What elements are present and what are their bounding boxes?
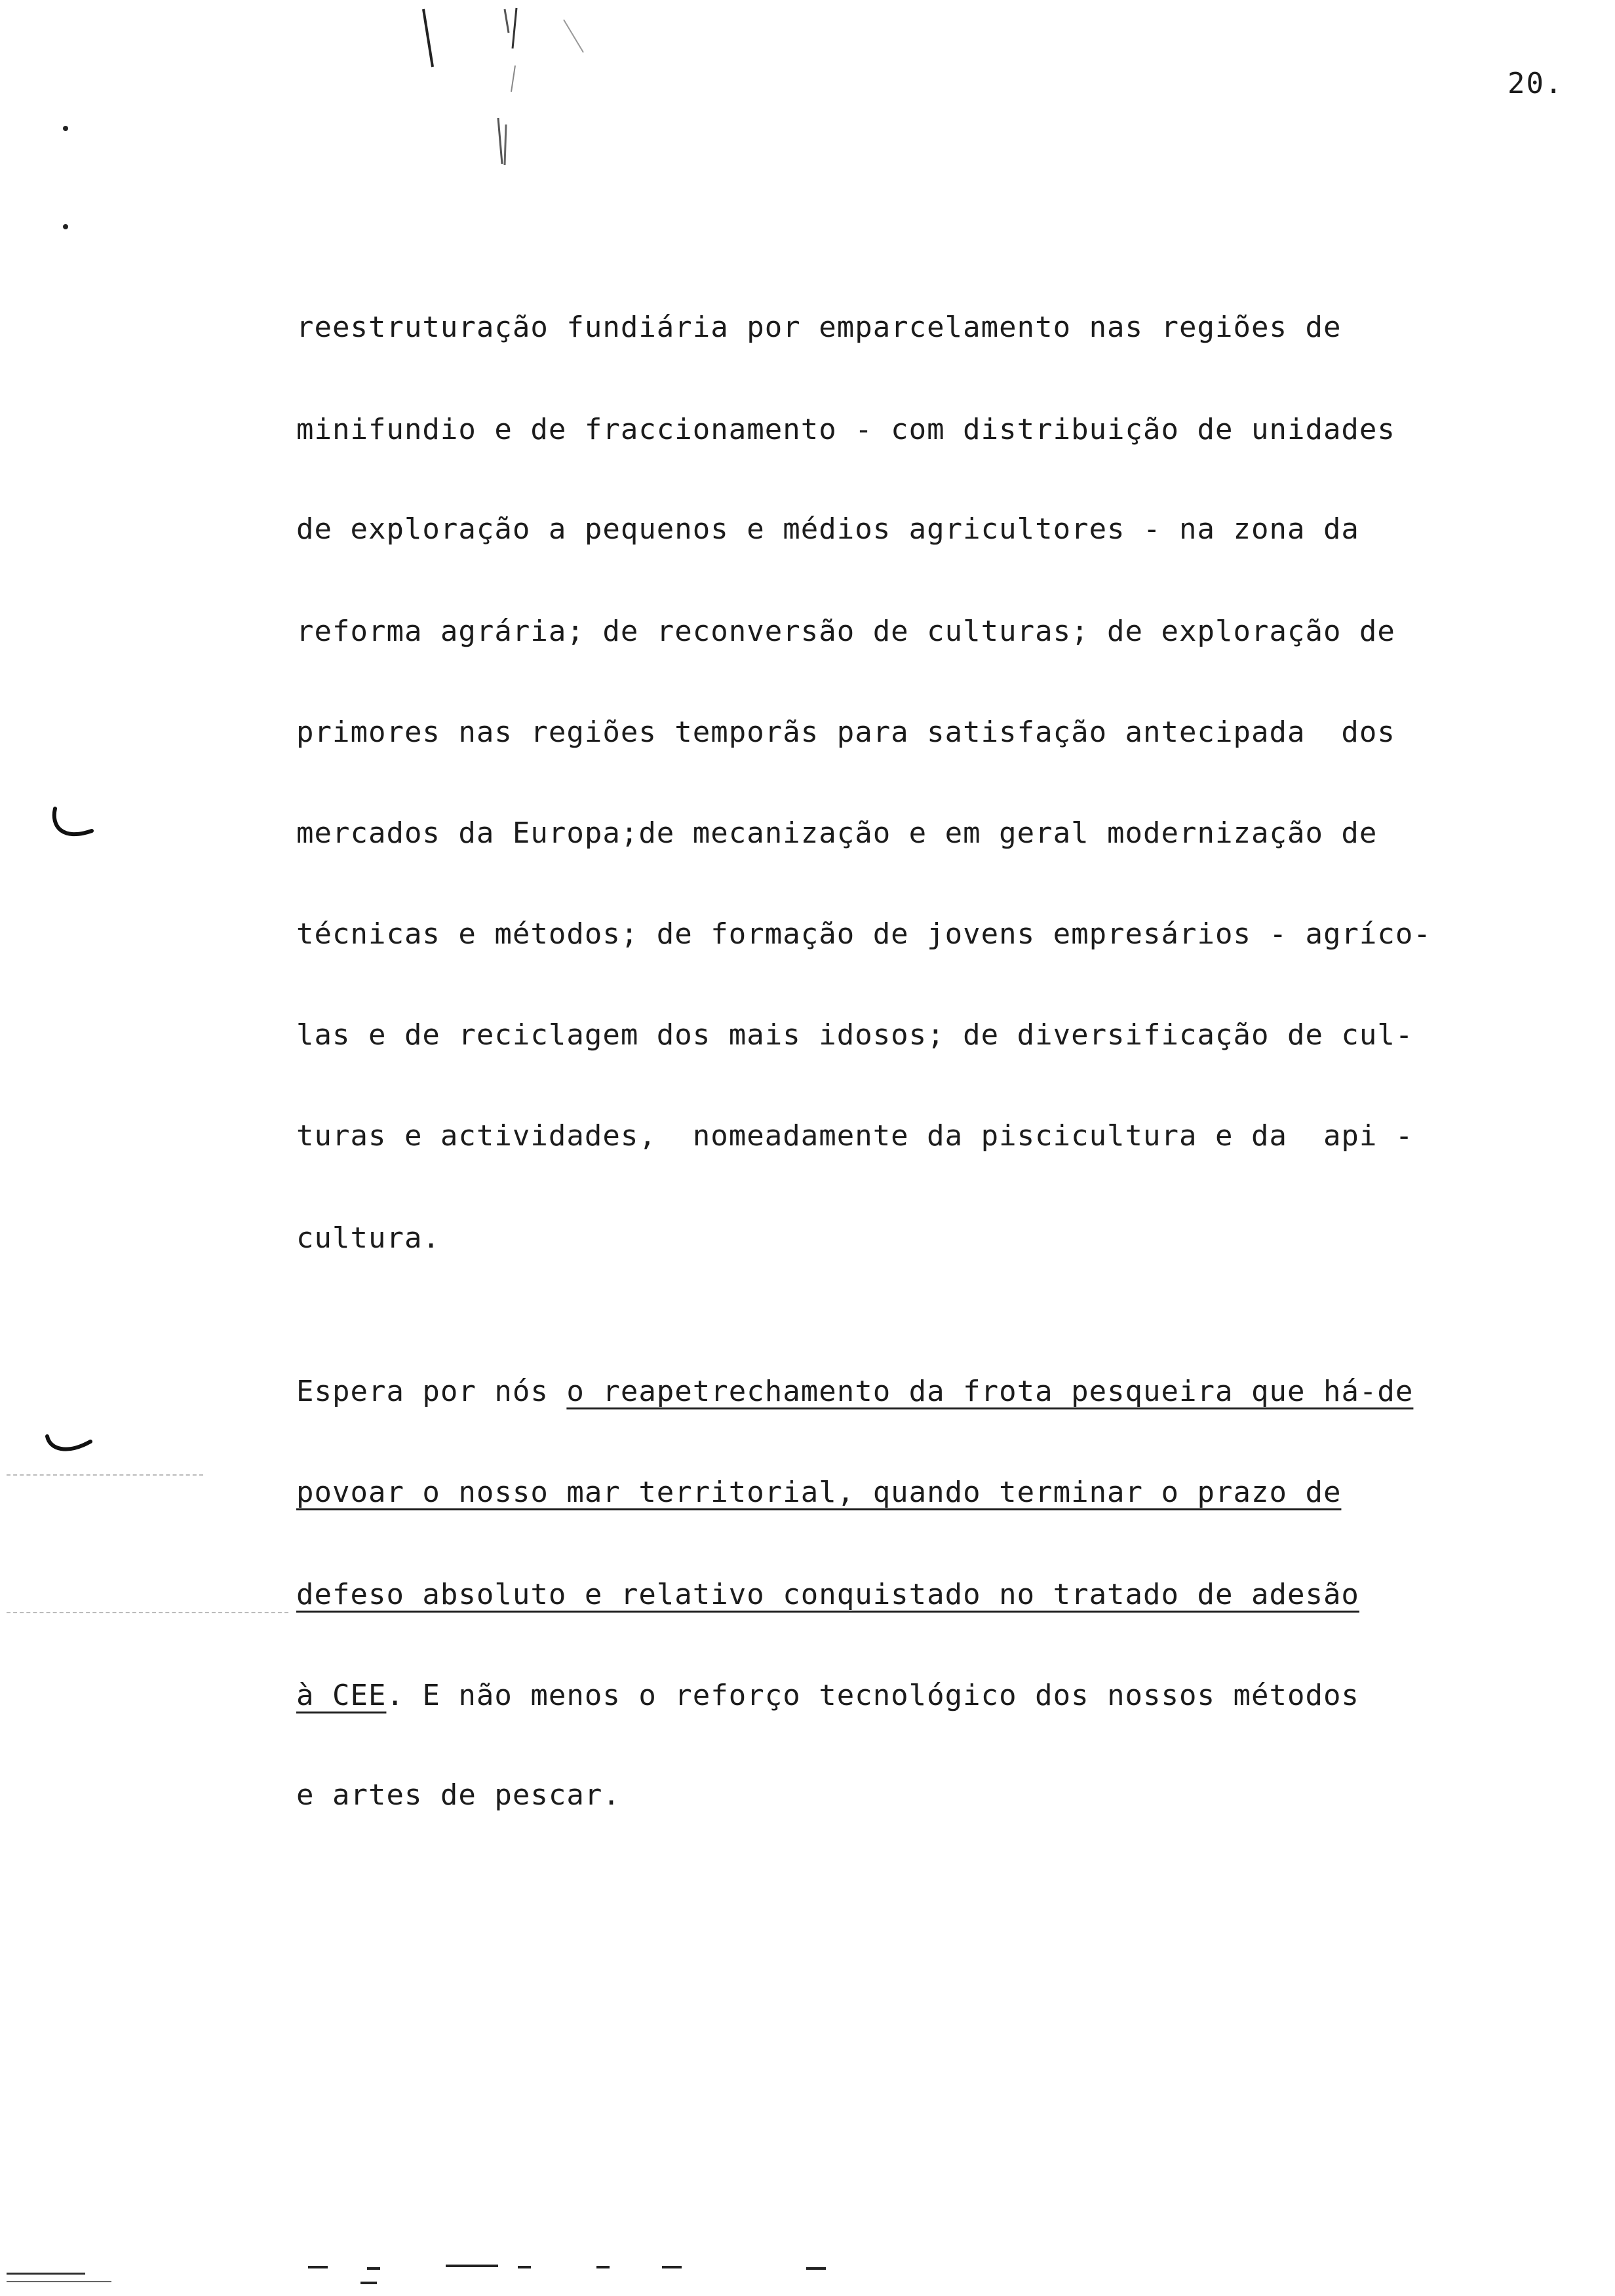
scan-artifact-line bbox=[7, 1612, 288, 1613]
paragraph-2-text: . E não menos o reforço tecnológico dos nossos métodos bbox=[386, 1679, 1359, 1712]
paragraph-2-text: Espera por nós bbox=[296, 1375, 567, 1408]
paragraph-2-line bbox=[296, 1776, 621, 1815]
paragraph-2-line bbox=[296, 1575, 1359, 1615]
underlined-text: o reapetrechamento da frota pesqueira que há-de bbox=[566, 1375, 1414, 1408]
paragraph-1-line: cultura. bbox=[296, 1221, 440, 1255]
handwritten-scribble-top bbox=[406, 0, 629, 170]
paragraph-1-line: de exploração a pequenos e médios agricultores - na zona da bbox=[296, 512, 1359, 546]
paragraph-1-line: reestruturação fundiária por emparcelamento nas regiões de bbox=[296, 311, 1342, 344]
underlined-text: defeso absoluto e relativo conquistado no tratado de adesão bbox=[296, 1578, 1359, 1611]
paragraph-1-line: reforma agrária; de reconversão de culturas; de exploração de bbox=[296, 615, 1395, 648]
paragraph-2-line bbox=[296, 1372, 1413, 1411]
paragraph-1-line: técnicas e métodos; de formação de jovens empresários - agríco- bbox=[296, 917, 1431, 951]
paragraph-1-line: minifundio e de fraccionamento - com distribuição de unidades bbox=[296, 413, 1395, 446]
paragraph-1-line: las e de reciclagem dos mais idosos; de diversificação de cul- bbox=[296, 1018, 1414, 1052]
underlined-text: povoar o nosso mar territorial, quando terminar o prazo de bbox=[296, 1476, 1342, 1509]
paragraph-2-line bbox=[296, 1676, 1359, 1715]
margin-bracket-mark bbox=[46, 799, 98, 852]
margin-dot bbox=[63, 126, 68, 131]
scan-artifact-line bbox=[7, 1474, 203, 1476]
margin-dot bbox=[63, 224, 68, 229]
page-number: 20. bbox=[1508, 67, 1564, 100]
paragraph-2-line bbox=[296, 1473, 1341, 1512]
paragraph-2-text: e artes de pescar. bbox=[296, 1778, 621, 1812]
paragraph-1-line: turas e actividades, nomeadamente da piscicultura e da api - bbox=[296, 1119, 1414, 1153]
paragraph-1-line: mercados da Europa;de mecanização e em geral modernização de bbox=[296, 816, 1378, 850]
paragraph-1-line: primores nas regiões temporãs para satisfação antecipada dos bbox=[296, 716, 1395, 749]
bottom-dash-marks bbox=[0, 2254, 918, 2293]
underlined-text: à CEE bbox=[296, 1679, 387, 1712]
margin-bracket-mark bbox=[41, 1428, 100, 1468]
